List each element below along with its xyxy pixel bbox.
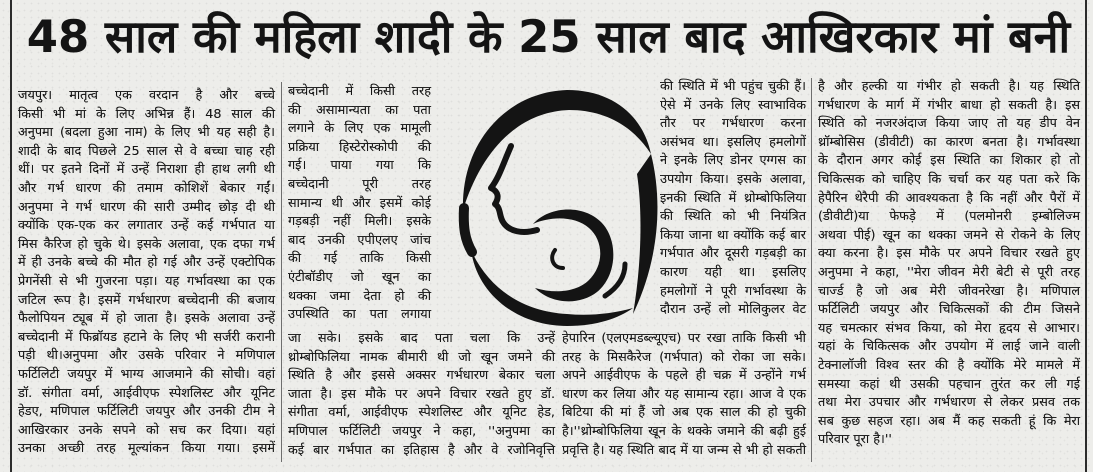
- article-text-line: अनुपमा ने कहा, ''मेरा जीवन मेरी बेटी से पूरी तरह: [818, 264, 1080, 280]
- article-text-line: थ्रोम्बोफिलिया नामक बीमारी थी जो खून जमने की: [288, 349, 555, 365]
- article-text-line: प्रवृत्ति है। यह स्थिति बाद में या जन्म से भी हो सकती: [562, 442, 806, 458]
- article-text-line: दौरान उन्हें लो मोलिकुलर वेट: [660, 302, 806, 318]
- column-4: [818, 78, 1080, 450]
- article-text-line: संगीता वर्मा, आईवीएफ स्पेशलिस्ट और यूनिट हेड,: [288, 405, 555, 421]
- mother-hair-fall-stroke: [464, 208, 472, 252]
- article-text-line: एंटीबॉडीए जो खून का: [288, 269, 431, 285]
- article-text-line: प्रेगनेंसी से भी गुजरना पड़ा। यह गर्भावस्था का एक: [18, 273, 275, 289]
- article-text-line: टेक्नालॉजी विश्व स्तर की है क्योंकि मेरे मामले में: [818, 357, 1080, 373]
- article-text-line: उपस्थिति का पता लगाया: [288, 307, 431, 323]
- article-text-line: ऐसे में उनके लिए स्वाभाविक: [660, 97, 806, 113]
- article-text-line: गर्भपात और दूसरी गड़बड़ी का: [660, 246, 806, 262]
- article-text-line: किया जाना था क्योंकि कई बार: [660, 227, 806, 243]
- article-text-line: परिवार पूरा है।'': [818, 432, 892, 448]
- article-text-line: अनुपमा (बदला हुआ नाम) के लिए भी यह सही है।: [18, 125, 275, 141]
- article-text-line: कारण यही था। इसलिए: [660, 264, 806, 280]
- column-2-bottom: [288, 330, 555, 460]
- column-2-top: [288, 83, 431, 325]
- article-text-line: तौर पर गर्भधारण करना: [660, 116, 806, 132]
- article-text-line: शादी के बाद पिछले 25 साल से वे बच्चा चाह रही: [18, 143, 275, 159]
- article-text-line: पड़ी थी।अनुपमा और उसके परिवार ने मणिपाल: [18, 348, 275, 364]
- column-3-bottom: [562, 330, 806, 460]
- article-text-line: चार्ज्ड है जो अब मेरी जीवनरेखा है। मणिपाल: [818, 283, 1080, 299]
- article-text-line: अपने आईवीएफ के पहले ही चक्र में उन्होंने गर्भ: [562, 368, 806, 384]
- article-text-line: यहां के चिकित्सक और उपयोग में लाई जाने वाली: [818, 339, 1080, 355]
- article-text-line: गई। पाया गया कि: [288, 158, 431, 174]
- article-text-line: थीं। पर इतने दिनों में उन्हें निराशा ही हाथ लगी थी: [18, 162, 275, 178]
- article-text-line: गर्भधारण के मार्ग में गंभीर बाधा हो सकती है। इस: [818, 97, 1080, 113]
- article-text-line: प्रक्रिया हिस्टेरोस्कोपी की: [288, 139, 431, 155]
- article-text-line: सामान्य थी और इसमें कोई: [288, 195, 431, 211]
- article-text-line: की असामान्यता का पता: [288, 102, 431, 118]
- article-text-line: बच्चेदानी में किसी तरह: [288, 84, 431, 99]
- column-rule: [281, 82, 282, 462]
- article-text-line: हेपारिन (एलएमडब्ल्यूएच) पर रखा ताकि किसी भी: [562, 331, 806, 346]
- article-text-line: के दौरान अगर कोई इस स्थिति का शिकार हो तो: [818, 153, 1080, 169]
- article-text-line: ने इनके लिए डोनर एग्गस का: [660, 153, 806, 169]
- article-text-line: बच्चेदानी पूरी तरह: [288, 176, 431, 192]
- article-text-line: धारण कर लिया और यह सामान्य रहा। आज वे एक: [562, 386, 806, 402]
- article-text-line: तथा मेरा उपचार और गर्भधारण से लेकर प्रसव तक: [818, 395, 1080, 411]
- article-text-line: डॉ. संगीता वर्मा, आईवीएफ स्पेशलिस्ट और यूनिट: [18, 385, 275, 401]
- mother-face-stroke: [491, 146, 537, 232]
- article-text-line: कई बार गर्भपात का इतिहास है और वे रजोनिवृत्ति: [288, 442, 555, 458]
- article-text-line: की स्थिति में भी पहुंच चुकी हैं।: [660, 79, 806, 94]
- mother-hair-stroke: [463, 90, 651, 210]
- article-text-line: उपयोग किया। इसके अलावा,: [660, 171, 806, 187]
- article-text-line: यह चमत्कार संभव किया, को मेरा हृदय से आभार।: [818, 320, 1080, 336]
- headline: 48 साल की महिला शादी के 25 साल बाद आखिरकार मां बनी: [26, 10, 1071, 63]
- column-1: [18, 87, 275, 459]
- article-text-line: लगाने के लिए एक मामूली: [288, 121, 431, 137]
- article-text-line: स्थिति को नजरअंदाज किया जाए तो यह डीप वेन: [818, 116, 1080, 132]
- article-text-line: जा सके। इसके बाद पता चला कि उन्हें: [288, 331, 555, 346]
- mother-back-stroke: [633, 154, 657, 314]
- article-text-line: क्या करना है। इस मौके पर अपने विचार रखते हुए: [818, 246, 1080, 262]
- article-text-line: है।''थ्रोम्बोफिलिया खून के थक्के जमाने की बढ़ी हुई: [562, 423, 806, 439]
- column-rule: [811, 78, 812, 462]
- article-text-line: बच्चेदानी में फिब्रॉयड हटाने के लिए भी सर्जरी करानी: [18, 329, 275, 345]
- article-text-line: हेडए, मणिपाल फर्टिलिटी जयपुर और उनकी टीम ने: [18, 404, 275, 420]
- article-text-line: मिस कैरिज हो चुके थे। इसके अलावा, एक दफा गर्भ: [18, 236, 275, 252]
- baby-ear-stroke: [552, 250, 563, 268]
- article-text-line: है और हल्की या गंभीर हो सकती है। यह स्थिति: [818, 79, 1080, 94]
- article-text-line: इनकी स्थिति में थ्रोम्बोफिलिया: [660, 190, 806, 206]
- article-text-line: फर्टिलिटी जयपुर और चिकित्सकों की टीम जिसने: [818, 302, 1080, 318]
- article-text-line: असंभव था। इसलिए हमलोगों: [660, 134, 806, 150]
- article-text-line: आखिरकार उनके सपने को सच कर दिया। यहां: [18, 422, 275, 438]
- article-text-line: हमलोगों ने पूरी गर्भावस्था के: [660, 283, 806, 299]
- article-text-line: जाता है। इस मौके पर अपने विचार रखते हुए डॉ.: [288, 386, 555, 402]
- article-text-line: हेपैरिन थेरैपी की आवश्यकता है कि नहीं और पैरों में: [818, 190, 1080, 206]
- article-text-line: फैलोपियन ट्यूब में हो जाता है। इसके अलावा उन्हें: [18, 311, 275, 327]
- article-text-line: उनका अच्छी तरह मूल्यांकन किया गया। इसमें: [18, 441, 275, 457]
- article-text-line: गड़बड़ी नहीं मिली। इसके: [288, 214, 431, 230]
- article-text-line: बाद उनकी एपीएलए जांच: [288, 232, 431, 248]
- article-text-line: तरह के मिसकैरेज (गर्भपात) को रोका जा सके।: [562, 349, 806, 365]
- article-text-line: थ्रॉम्बोसिस (डीवीटी) का कारण बनता है। गर्भावस्था: [818, 134, 1080, 150]
- article-text-line: बिटिया की मां हैं जो अब एक साल की हो चुकी: [562, 405, 806, 421]
- column-3-top: [660, 78, 806, 320]
- article-text-line: स्थिति है और इससे अक्सर गर्भधारण बेकार चला: [288, 368, 555, 384]
- article-text-line: की स्थिति को भी नियंत्रित: [660, 209, 806, 225]
- article-text-line: क्योंकि एक-एक कर लगातार उन्हें कई गर्भपात या: [18, 218, 275, 234]
- article-text-line: थक्का जमा देता हो की: [288, 288, 431, 304]
- article-text-line: में ही उनके बच्चे की मौत हो गई और उन्हें एक्टोपिक: [18, 255, 275, 271]
- article-text-line: मणिपाल फर्टिलिटी जयपुर ने कहा, ''अनुपमा का: [288, 423, 555, 439]
- article-text-line: अथवा पीई) खून का थक्का जमने से रोकने के लिए: [818, 227, 1080, 243]
- article-text-line: चिकित्सक को चाहिए कि चर्चा कर यह पता करे कि: [818, 171, 1080, 187]
- article-text-line: जटिल रूप है। इसमें गर्भधारण बच्चेदानी की बजाय: [18, 292, 275, 308]
- article-text-line: सब कुछ सहज रहा। अब मैं कह सकती हूं कि मेरा: [818, 413, 1080, 429]
- mother-and-child-illustration: [437, 82, 659, 330]
- article-text-line: फर्टिलिटी जयपुर में भाग्य आजमाने की सोची। वहां: [18, 366, 275, 382]
- article-text-line: समस्या कहां थी उसकी पहचान तुरंत कर ली गई: [818, 376, 1080, 392]
- article-text-line: अनुपमा ने गर्भ धारण की सारी उम्मीद छोड़ दी थी: [18, 199, 275, 215]
- article-text-line: की गई ताकि किसी: [288, 251, 431, 267]
- article-text-line: जयपुर। मातृत्व एक वरदान है और बच्चे: [18, 88, 275, 103]
- article-text-line: किसी भी मां के लिए अभिन्न हैं। 48 साल की: [18, 106, 275, 122]
- article-text-line: और गर्भ धारण की तमाम कोशिशें बेकार गईं।: [18, 180, 275, 196]
- baby-head-stroke: [533, 209, 613, 301]
- article-text-line: (डीवीटी)या फेफड़े में (पलमोनरी इम्बोलिज्म: [818, 209, 1080, 225]
